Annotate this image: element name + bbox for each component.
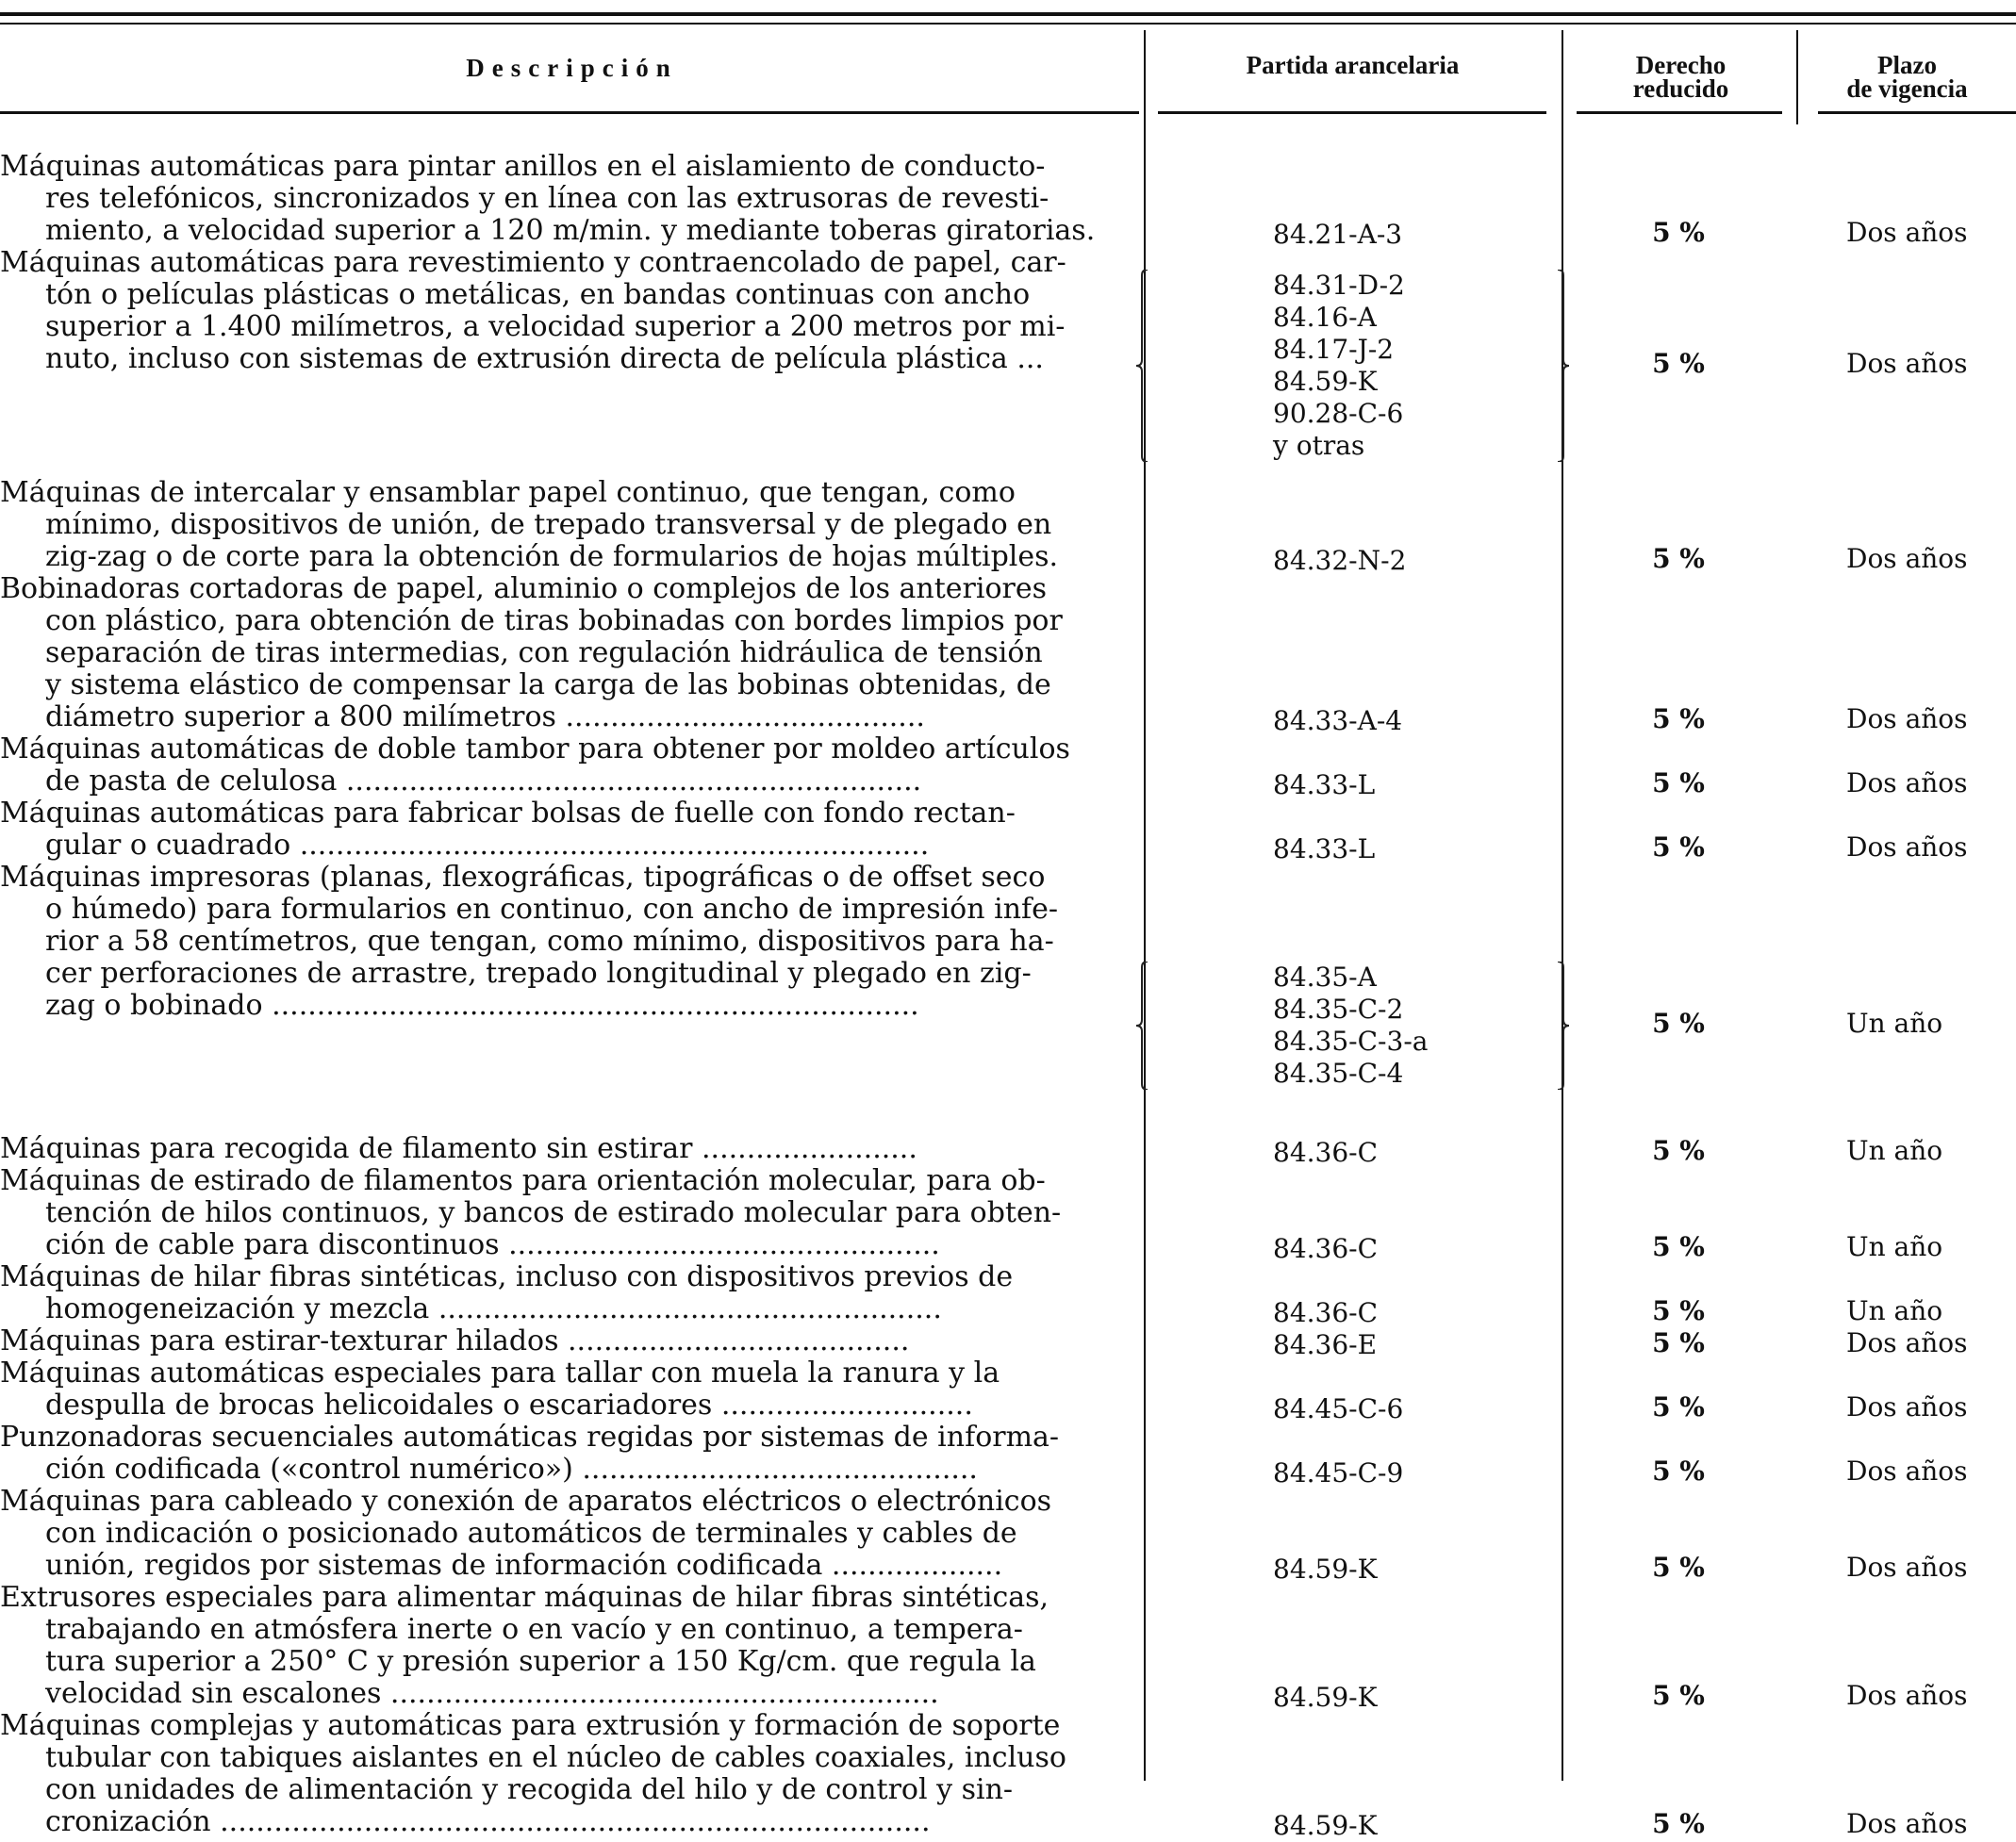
description-line: Máquinas de intercalar y ensamblar papel continuo, que tengan, como — [0, 477, 1016, 509]
derecho-reducido-value: 5 % — [1652, 1391, 1705, 1423]
plazo-vigencia-value: Dos años — [1846, 831, 1968, 863]
description-line: despulla de brocas helicoidales o escariadores ............................ — [45, 1390, 973, 1422]
description-line: tón o películas plásticas o metálicas, en bandas continuas con ancho — [45, 279, 1031, 311]
description-line: con plástico, para obtención de tiras bobinadas con bordes limpios por — [45, 605, 1063, 637]
partida-code: y otras — [1273, 430, 1365, 461]
row-description — [0, 1486, 1136, 1582]
plazo-vigencia-value: Dos años — [1846, 1391, 1968, 1423]
row-description — [0, 798, 1136, 862]
row-description — [0, 1357, 1136, 1422]
description-line: nuto, incluso con sistemas de extrusión directa de película plástica ... — [45, 343, 1044, 375]
description-line: con unidades de alimentación y recogida del hilo y de control y sin- — [45, 1774, 1014, 1806]
row-description — [0, 247, 1136, 375]
plazo-vigencia-value: Dos años — [1846, 1680, 1968, 1711]
description-line: tura superior a 250° C y presión superior a 150 Kg/cm. que regula la — [45, 1646, 1036, 1678]
description-line: separación de tiras intermedias, con regulación hidráulica de tensión — [45, 637, 1043, 669]
row-description — [0, 1325, 1136, 1357]
description-line: gular o cuadrado ...................................................................... — [45, 830, 930, 862]
derecho-reducido-value: 5 % — [1652, 1456, 1705, 1487]
partida-code: 84.35-C-2 — [1273, 994, 1404, 1025]
plazo-vigencia-value: Dos años — [1846, 543, 1968, 574]
top-rule-thin — [0, 23, 2016, 25]
description-line: ción de cable para discontinuos ................................................ — [45, 1229, 940, 1261]
derecho-reducido-value: 5 % — [1652, 543, 1705, 574]
partida-code: 84.31-D-2 — [1273, 270, 1405, 301]
plazo-vigencia-value: Un año — [1846, 1231, 1943, 1262]
partida-code: 84.59-K — [1273, 1554, 1378, 1585]
description-line: tención de hilos continuos, y bancos de estirado molecular para obten- — [45, 1197, 1062, 1229]
header-derecho-line-1: Derecho — [1635, 51, 1727, 79]
right-brace — [1554, 270, 1569, 462]
partida-code: 84.59-K — [1273, 366, 1378, 397]
description-line: Bobinadoras cortadoras de papel, aluminio o complejos de los anteriores — [0, 573, 1048, 605]
partida-code: 84.59-K — [1273, 1810, 1378, 1841]
header-plazo-line-2: de vigencia — [1846, 74, 1968, 103]
partida-code: 84.33-L — [1273, 769, 1376, 800]
description-line: Máquinas de estirado de filamentos para orientación molecular, para ob- — [0, 1165, 1046, 1197]
description-line: o húmedo) para formularios en continuo, con ancho de impresión infe- — [45, 894, 1059, 926]
header-underline — [1818, 111, 2016, 114]
description-line: diámetro superior a 800 milímetros ........................................ — [45, 701, 925, 733]
plazo-vigencia-value: Dos años — [1846, 348, 1968, 379]
description-line: Máquinas para estirar-texturar hilados ...................................... — [0, 1325, 910, 1357]
partida-code: 84.59-K — [1273, 1682, 1378, 1713]
row-description — [0, 1261, 1136, 1325]
description-line: trabajando en atmósfera inerte o en vacío y en continuo, a tempera- — [45, 1614, 1023, 1646]
partida-code: 84.16-A — [1273, 302, 1377, 333]
description-line: mínimo, dispositivos de unión, de trepado transversal y de plegado en — [45, 509, 1052, 541]
description-line: ción codificada («control numérico») ............................................ — [45, 1454, 978, 1486]
row-description — [0, 1582, 1136, 1710]
partida-code: 84.32-N-2 — [1273, 545, 1407, 576]
derecho-reducido-value: 5 % — [1652, 1680, 1705, 1711]
plazo-vigencia-value: Dos años — [1846, 767, 1968, 798]
header-derecho-line-2: reducido — [1632, 74, 1729, 103]
row-description — [0, 733, 1136, 798]
row-description — [0, 1422, 1136, 1486]
description-line: velocidad sin escalones ............................................................. — [45, 1678, 939, 1710]
description-line: Máquinas automáticas para pintar anillos en el aislamiento de conducto- — [0, 151, 1046, 183]
partida-code: 84.35-C-4 — [1273, 1058, 1404, 1089]
description-line: Máquinas complejas y automáticas para extrusión y formación de soporte — [0, 1710, 1061, 1742]
header-underline — [1577, 111, 1782, 114]
top-rule-thick — [0, 12, 2016, 16]
plazo-vigencia-value: Dos años — [1846, 1327, 1968, 1358]
derecho-reducido-value: 5 % — [1652, 1295, 1705, 1326]
left-brace — [1136, 270, 1151, 462]
header-descripcion: Descripción — [466, 54, 678, 82]
partida-code: 84.45-C-6 — [1273, 1393, 1404, 1424]
derecho-reducido-value: 5 % — [1652, 831, 1705, 863]
description-line: Máquinas de hilar fibras sintéticas, incluso con dispositivos previos de — [0, 1261, 1014, 1293]
row-description — [0, 573, 1136, 733]
header-partida-arancelaria: Partida arancelaria — [1246, 51, 1460, 79]
partida-code: 84.17-J-2 — [1273, 334, 1395, 365]
description-line: Extrusores especiales para alimentar máquinas de hilar fibras sintéticas, — [0, 1582, 1049, 1614]
partida-code: 84.36-C — [1273, 1297, 1379, 1328]
partida-code: 84.36-C — [1273, 1137, 1379, 1168]
description-line: unión, regidos por sistemas de información codificada ................... — [45, 1550, 1003, 1582]
description-line: cronización ............................................................................... — [45, 1806, 931, 1838]
partida-code: 84.35-C-3-a — [1273, 1026, 1429, 1057]
description-line: miento, a velocidad superior a 120 m/min. y mediante toberas giratorias. — [45, 215, 1096, 247]
header-underline — [1158, 111, 1546, 114]
row-description — [0, 151, 1136, 247]
row-description — [0, 1165, 1136, 1261]
partida-code: 84.21-A-3 — [1273, 219, 1403, 250]
row-description — [0, 1133, 1136, 1165]
derecho-reducido-value: 5 % — [1652, 1135, 1705, 1166]
header-derecho-reducido — [1565, 51, 1796, 103]
description-line: Punzonadoras secuenciales automáticas regidas por sistemas de informa- — [0, 1422, 1060, 1454]
description-line: de pasta de celulosa ................................................................ — [45, 765, 922, 798]
plazo-vigencia-value: Dos años — [1846, 1456, 1968, 1487]
description-line: homogeneización y mezcla ........................................................ — [45, 1293, 942, 1325]
description-line: zag o bobinado ........................................................................ — [45, 990, 919, 1022]
partida-code: 84.35-A — [1273, 962, 1377, 993]
description-line: Máquinas para recogida de filamento sin estirar ........................ — [0, 1133, 917, 1165]
plazo-vigencia-value: Dos años — [1846, 1808, 1968, 1839]
derecho-reducido-value: 5 % — [1652, 1008, 1705, 1039]
partida-code: 84.33-L — [1273, 833, 1376, 864]
header-plazo-line-1: Plazo — [1877, 51, 1937, 79]
partida-code: 90.28-C-6 — [1273, 398, 1404, 429]
description-line: Máquinas automáticas para fabricar bolsas de fuelle con fondo rectan- — [0, 798, 1016, 830]
derecho-reducido-value: 5 % — [1652, 1327, 1705, 1358]
partida-code: 84.36-C — [1273, 1233, 1379, 1264]
description-line: Máquinas impresoras (planas, flexográficas, tipográficas o de offset seco — [0, 862, 1046, 894]
derecho-reducido-value: 5 % — [1652, 1552, 1705, 1583]
description-line: Máquinas para cableado y conexión de aparatos eléctricos o electrónicos — [0, 1486, 1052, 1518]
derecho-reducido-value: 5 % — [1652, 348, 1705, 379]
derecho-reducido-value: 5 % — [1652, 1808, 1705, 1839]
plazo-vigencia-value: Un año — [1846, 1008, 1943, 1039]
row-description — [0, 477, 1136, 573]
right-brace — [1554, 962, 1569, 1090]
description-line: rior a 58 centímetros, que tengan, como mínimo, dispositivos para ha- — [45, 926, 1054, 958]
plazo-vigencia-value: Un año — [1846, 1135, 1943, 1166]
partida-code: 84.45-C-9 — [1273, 1457, 1404, 1488]
row-description — [0, 1710, 1136, 1838]
plazo-vigencia-value: Dos años — [1846, 703, 1968, 734]
plazo-vigencia-value: Dos años — [1846, 217, 1968, 248]
description-line: zig-zag o de corte para la obtención de formularios de hojas múltiples. — [45, 541, 1059, 573]
header-underline — [0, 111, 1139, 114]
partida-code: 84.33-A-4 — [1273, 705, 1403, 736]
derecho-reducido-value: 5 % — [1652, 217, 1705, 248]
description-line: cer perforaciones de arrastre, trepado longitudinal y plegado en zig- — [45, 958, 1032, 990]
plazo-vigencia-value: Un año — [1846, 1295, 1943, 1326]
left-brace — [1136, 962, 1151, 1090]
description-line: res telefónicos, sincronizados y en línea con las extrusoras de revesti- — [45, 183, 1049, 215]
derecho-reducido-value: 5 % — [1652, 1231, 1705, 1262]
row-description — [0, 862, 1136, 1022]
header-plazo-de-vigencia — [1798, 51, 2016, 103]
description-line: y sistema elástico de compensar la carga de las bobinas obtenidas, de — [45, 669, 1051, 701]
description-line: Máquinas automáticas para revestimiento y contraencolado de papel, car- — [0, 247, 1066, 279]
derecho-reducido-value: 5 % — [1652, 703, 1705, 734]
description-line: Máquinas automáticas de doble tambor para obtener por moldeo artículos — [0, 733, 1070, 765]
plazo-vigencia-value: Dos años — [1846, 1552, 1968, 1583]
description-line: con indicación o posicionado automáticos de terminales y cables de — [45, 1518, 1017, 1550]
description-line: tubular con tabiques aislantes en el núcleo de cables coaxiales, incluso — [45, 1742, 1066, 1774]
partida-code: 84.36-E — [1273, 1329, 1378, 1360]
description-line: superior a 1.400 milímetros, a velocidad superior a 200 metros por mi- — [45, 311, 1066, 343]
derecho-reducido-value: 5 % — [1652, 767, 1705, 798]
description-line: Máquinas automáticas especiales para tallar con muela la ranura y la — [0, 1357, 1000, 1390]
